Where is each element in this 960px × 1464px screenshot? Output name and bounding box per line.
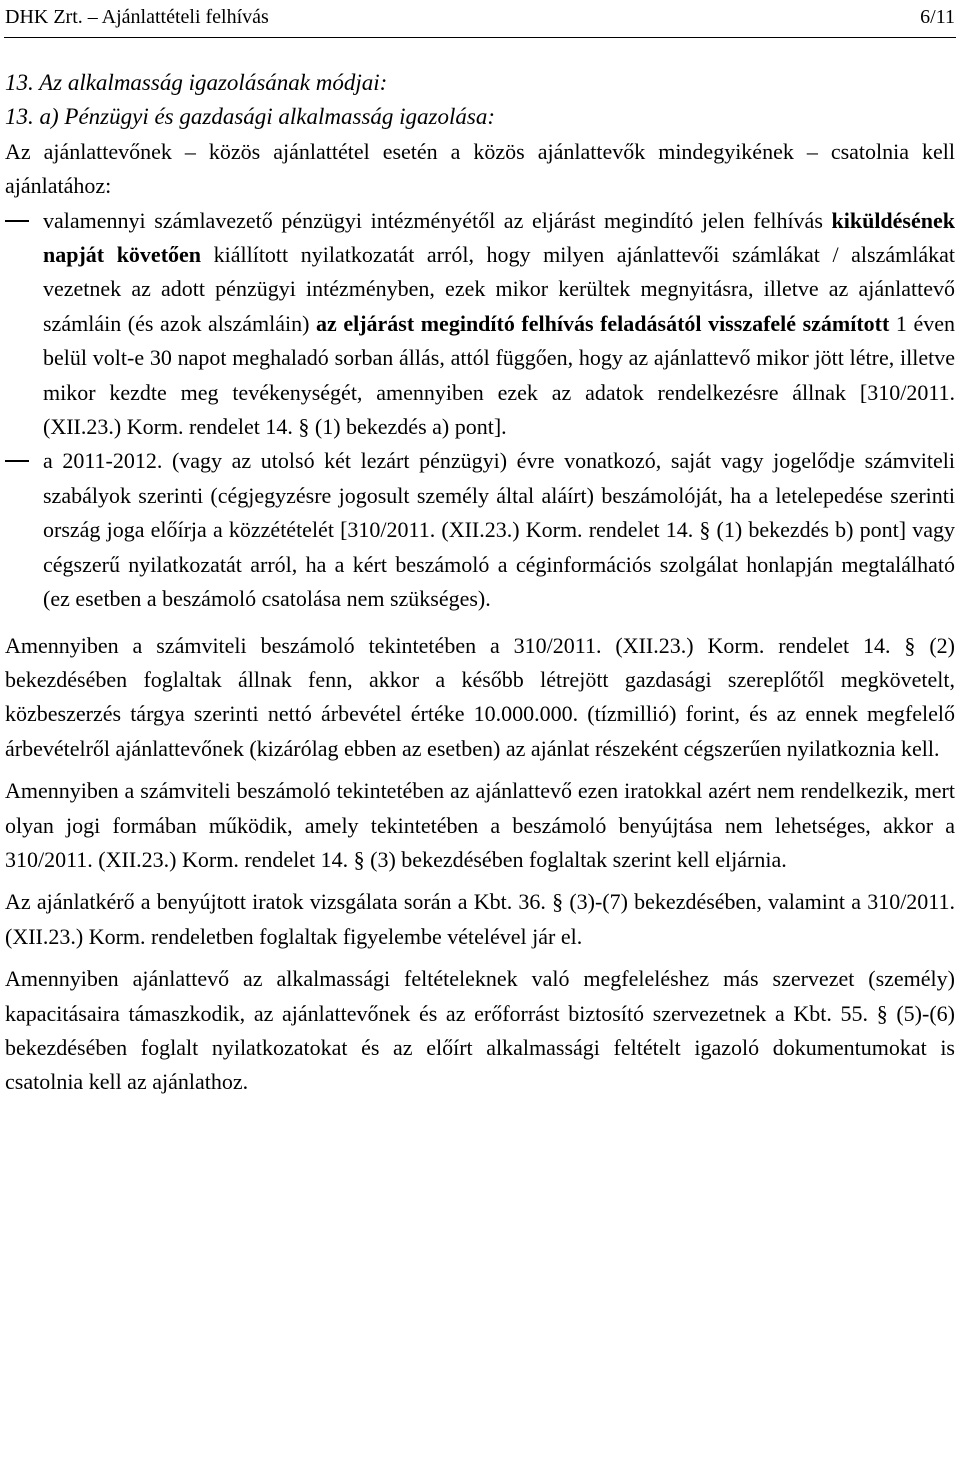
page-header: [5, 6, 955, 36]
subsection-heading: 13. a) Pénzügyi és gazdasági alkalmasság igazolása:: [5, 104, 496, 130]
dash-bullet-icon: [5, 220, 29, 222]
list-item: [5, 444, 955, 616]
item-emphasis: az eljárást megindító felhívás feladásától visszafelé számított: [316, 310, 890, 336]
section-heading: 13. Az alkalmasság igazolásának módjai:: [5, 70, 388, 95]
header-divider: [4, 37, 956, 38]
item-text: kiállított nyilatkozatát arról, hogy milyen ajánlattevői számlákat / alszámlákat vezetnek az adott pénzügyi intézményben, ezek mikor kerültek megnyitásra, illetve az ajánlattevő számláin (és azok alszámláin): [43, 242, 956, 336]
body-paragraph: Amennyiben ajánlattevő az alkalmassági feltételeknek való megfeleléshez más szervezet (személy) kapacitásaira támaszkodik, az ajánlattevőnek és az erőforrást biztosító szervezetnek a Kbt. 55. § (5)-(6) bekezdésében foglalt nyilatkozatokat és az előírt alkalmassági feltételt igazoló dokumentumokat is csatolnia kell az ajánlathoz.: [5, 966, 955, 1095]
body-paragraph: Amennyiben a számviteli beszámoló tekintetében a 310/2011. (XII.23.) Korm. rendelet 14. § (2) bekezdésében foglaltak állnak fenn, akkor a később létrejött gazdasági szereplőtől megkövetelt, közbeszerzés tárgya szerinti nettó árbevétel értéke 10.000.000. (tízmillió) forint, és az ennek megfelelő árbevételről ajánlattevőnek (kizárólag ebben az esetben) az ajánlat részeként cégszerűen nyilatkoznia kell.: [5, 632, 955, 761]
intro-paragraph: Az ajánlattevőnek – közös ajánlattétel esetén a közös ajánlattevők mindegyikének – csatolnia kell ajánlatához:: [5, 138, 955, 199]
item-text: valamennyi számlavezető pénzügyi intézményétől az eljárást megindító jelen felhívás: [43, 207, 832, 233]
item-emphasis: kiküldésének napját követően: [43, 207, 955, 268]
document-title: DHK Zrt. – Ajánlattételi felhívás: [5, 6, 269, 28]
item-text: a 2011-2012. (vagy az utolsó két lezárt pénzügyi) évre vonatkozó, saját vagy jogelődje számviteli szabályok szerinti (cégjegyzésre jogosult személy által aláírt) beszámolóját, ha a letelepedése szerinti ország joga előírja a közzétételét [310/2011. (XII.23.) Korm. rendelet 14. § (1) bekezdés b) pont] vagy cégszerű nyilatkozatát arról, ha a kért beszámoló a céginformációs szolgálat honlapján megtalálható (ez esetben a beszámoló csatolása nem szükséges).: [43, 448, 955, 612]
page-number: 6/11: [920, 6, 955, 28]
dash-bullet-icon: [5, 460, 29, 462]
requirement-list: [5, 204, 955, 617]
list-item: [5, 204, 955, 445]
body-paragraph: Az ajánlatkérő a benyújtott iratok vizsgálata során a Kbt. 36. § (3)-(7) bekezdésében, valamint a 310/2011. (XII.23.) Korm. rendeletben foglaltak figyelembe vételével jár el.: [5, 889, 955, 949]
body-paragraph: Amennyiben a számviteli beszámoló tekintetében az ajánlattevő ezen iratokkal azért nem rendelkezik, mert olyan jogi formában működik, amely tekintetében a beszámoló benyújtása nem lehetséges, akkor a 310/2011. (XII.23.) Korm. rendelet 14. § (3) bekezdésében foglaltak szerint kell eljárnia.: [5, 778, 955, 872]
item-text: 1 éven belül volt-e 30 napot meghaladó sorban állás, attól függően, hogy az ajánlattevő mikor jött létre, illetve mikor kezdte meg tevékenységét, amennyiben ezek az adatok rendelkezésre állnak [310/2011. (XII.23.) Korm. rendelet 14. § (1) bekezdés a) pont].: [43, 310, 955, 440]
document-body: [5, 66, 955, 1100]
